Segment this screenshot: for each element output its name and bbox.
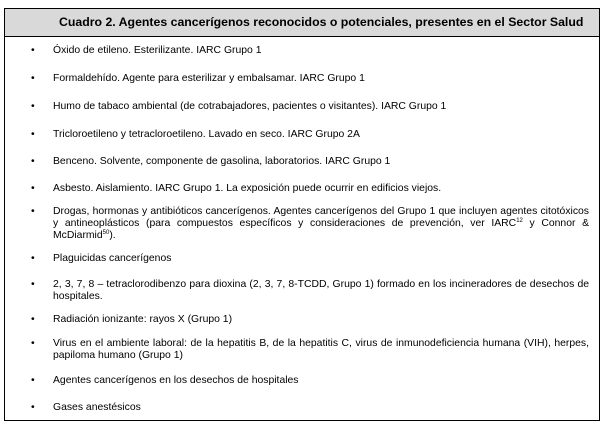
table-title: Cuadro 2. Agentes cancerígenos reconocidos o potenciales, presentes en el Sector Salud (59, 15, 584, 29)
list-item-text (53, 206, 589, 242)
bullet-icon: • (31, 314, 35, 325)
reference-number: 50 (102, 230, 110, 236)
list-item-text: Humo de tabaco ambiental (de cotrabajadores, pacientes o visitantes). IARC Grupo 1 (53, 101, 447, 112)
list-item-text-part: y Connor & McDiarmid (53, 218, 589, 241)
list-item-text: Óxido de etileno. Esterilizante. IARC Grupo 1 (53, 45, 262, 56)
bullet-icon: • (31, 129, 35, 140)
list-item-text: 2, 3, 7, 8 – tetraclorodibenzo para dioxina (2, 3, 7, 8-TCDD, Grupo 1) formado en los incineradores de desechos de hospitales. (53, 279, 589, 302)
bullet-icon: • (31, 183, 35, 194)
list-item-text-part: Drogas, hormonas y antibióticos cancerígenos. Agentes cancerígenos del Grupo 1 que incluyen agentes citotóxicos y antineoplásticos (para compuestos específicos y consideraciones de prevención, ver IARC (53, 206, 589, 229)
bullet-icon: • (31, 101, 35, 112)
list-item-text: Gases anestésicos (53, 402, 141, 413)
list-item-text: Radiación ionizante: rayos X (Grupo 1) (53, 314, 233, 325)
bullet-icon: • (31, 338, 35, 349)
list-item-text: Agentes cancerígenos en los desechos de hospitales (53, 375, 299, 386)
bullet-icon: • (31, 402, 35, 413)
list-item-text: Plaguicidas cancerígenos (53, 253, 172, 264)
bullet-icon: • (31, 45, 35, 56)
table-header (5, 9, 599, 37)
bullet-icon: • (31, 73, 35, 84)
bullet-icon: • (31, 279, 35, 290)
list-item-text: Virus en el ambiente laboral: de la hepatitis B, de la hepatitis C, virus de inmunodeficiencia humana (VIH), herpes, papiloma humano (Grupo 1) (53, 338, 589, 361)
carcinogens-table (4, 8, 600, 421)
list-item-text: Tricloroetileno y tetracloroetileno. Lavado en seco. IARC Grupo 2A (53, 129, 360, 140)
bullet-icon: • (31, 206, 35, 217)
reference-number: 12 (516, 218, 523, 224)
bullet-icon: • (31, 375, 35, 386)
bullet-icon: • (31, 156, 35, 167)
list-item-text-part: ). (109, 230, 116, 241)
list-item-text: Formaldehído. Agente para esterilizar y embalsamar. IARC Grupo 1 (53, 73, 365, 84)
list-item-text: Asbesto. Aislamiento. IARC Grupo 1. La exposición puede ocurrir en edificios viejos. (53, 183, 442, 194)
bullet-icon: • (31, 253, 35, 264)
list-item-text: Benceno. Solvente, componente de gasolina, laboratorios. IARC Grupo 1 (53, 156, 391, 167)
